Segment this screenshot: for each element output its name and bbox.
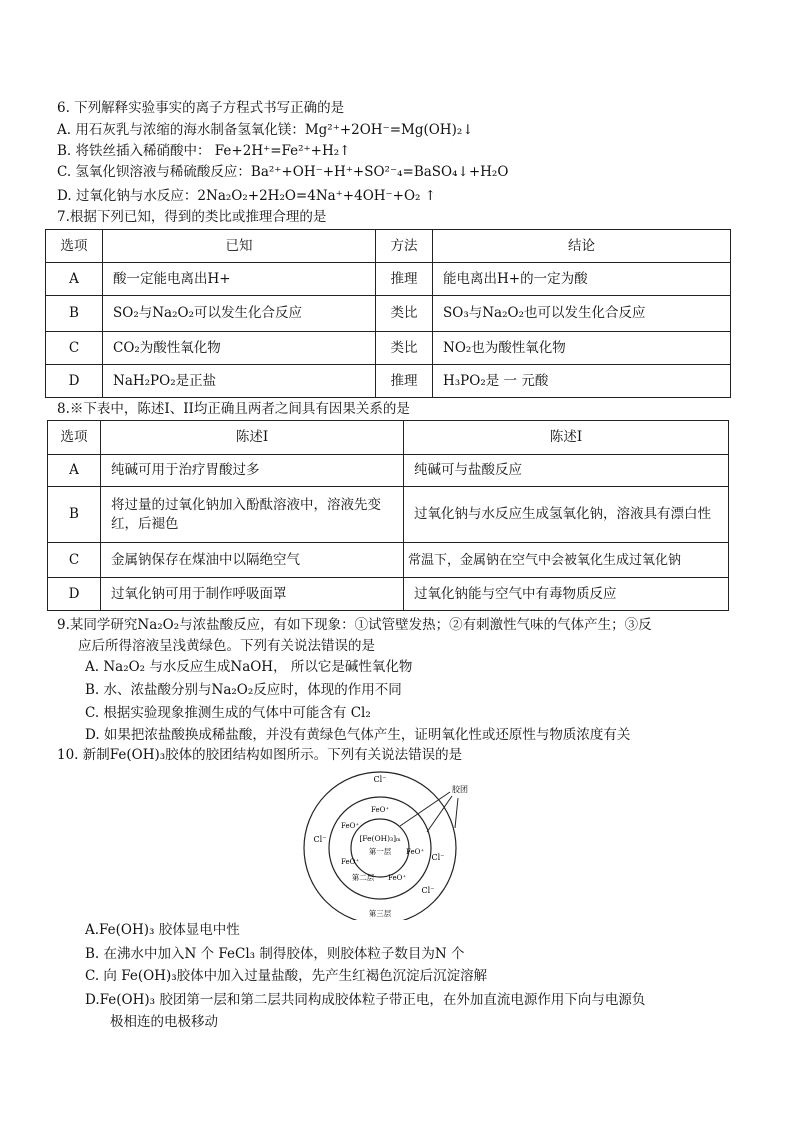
- q10-option-b: B. 在沸水中加入N 个 FeCl₃ 制得胶体，则胶体粒子数目为N 个: [85, 946, 465, 962]
- q8-header-option: 选项: [48, 421, 101, 455]
- q7-cell-conclusion: SO₃与Na₂O₂也可以发生化合反应: [433, 296, 731, 332]
- q6-option-a: A. 用石灰乳与浓缩的海水制备氢氧化镁：Mg²⁺+2OH⁻=Mg(OH)₂↓: [57, 122, 474, 138]
- layer1-label: 第一层: [368, 847, 392, 856]
- cl-ion-label: Cl⁻: [373, 775, 387, 784]
- feo-ion-label: FeO⁺: [387, 874, 407, 882]
- q10-option-a: A.Fe(OH)₃ 胶体显电中性: [85, 922, 240, 938]
- table-row: [46, 332, 731, 365]
- q8-cell-statement1: 纯碱可用于治疗胃酸过多: [101, 455, 404, 487]
- q9-option-d: D. 如果把浓盐酸换成稀盐酸，并没有黄绿色气体产生，证明氧化性或还原性与物质浓度有关: [85, 727, 631, 743]
- table-row: [46, 263, 731, 296]
- q7-cell-option: D: [46, 365, 103, 398]
- table-row: [46, 365, 731, 398]
- micelle-label: 胶团: [452, 785, 468, 794]
- q7-cell-conclusion: NO₂也为酸性氧化物: [433, 332, 731, 365]
- q8-cell-option: B: [48, 487, 101, 543]
- table-row: [46, 296, 731, 332]
- layer3-circle: [304, 772, 456, 920]
- q6-option-c: C. 氢氧化钡溶液与稀硫酸反应：Ba²⁺+OH⁻+H⁺+SO²⁻₄=BaSO₄↓+H₂O: [57, 164, 509, 180]
- cl-ion-label: Cl⁻: [421, 886, 435, 895]
- q7-header-row: [46, 230, 731, 263]
- table-row: [48, 543, 729, 578]
- q10-option-d-line2: 极相连的电极移动: [110, 1014, 218, 1030]
- q8-stem: 8.※下表中，陈述I、II均正确且两者之间具有因果关系的是: [57, 401, 410, 417]
- q7-cell-known: 酸一定能电离出H+: [103, 263, 376, 296]
- q8-cell-statement2: 过氧化钠与水反应生成氢氧化钠，溶液具有漂白性: [404, 487, 729, 543]
- q8-cell-option: D: [48, 578, 101, 611]
- q8-cell-option: A: [48, 455, 101, 487]
- feo-ion-label: FeO⁺: [340, 822, 360, 830]
- core-label: [Fe(OH)₃]ₘ: [359, 834, 401, 843]
- q7-cell-conclusion: H₃PO₂是 一 元酸: [433, 365, 731, 398]
- q7-stem: 7.根据下列已知，得到的类比或推理合理的是: [57, 209, 327, 225]
- q8-header-row: [48, 421, 729, 455]
- q8-cell-statement1: 将过量的过氧化钠加入酚酞溶液中，溶液先变红，后褪色: [101, 487, 404, 543]
- feo-ion-label: FeO⁺: [370, 806, 390, 814]
- q7-cell-conclusion: 能电离出H+的一定为酸: [433, 263, 731, 296]
- q7-cell-method: 类比: [376, 296, 433, 332]
- q9-option-b: B. 水、浓盐酸分别与Na₂O₂反应时，体现的作用不同: [85, 682, 402, 698]
- q8-table: [47, 420, 729, 611]
- q7-table: [45, 229, 731, 398]
- layer2-label: 第二层: [351, 873, 375, 882]
- q7-cell-known: NaH₂PO₂是正盐: [103, 365, 376, 398]
- q7-cell-known: CO₂为酸性氧化物: [103, 332, 376, 365]
- q7-header-conclusion: 结论: [433, 230, 731, 263]
- q7-cell-known: SO₂与Na₂O₂可以发生化合反应: [103, 296, 376, 332]
- q8-cell-statement1: 过氧化钠可用于制作呼吸面罩: [101, 578, 404, 611]
- q9-option-a: A. Na₂O₂ 与水反应生成NaOH， 所以它是碱性氧化物: [85, 659, 413, 675]
- q6-option-d: D. 过氧化钠与水反应：2Na₂O₂+2H₂O=4Na⁺+4OH⁻+O₂ ↑: [57, 188, 437, 204]
- q7-cell-method: 推理: [376, 365, 433, 398]
- layer3-label: 第三层: [368, 909, 392, 918]
- table-row: [48, 578, 729, 611]
- feo-ion-label: FeO⁺: [405, 848, 425, 856]
- q10-option-d-line1: D.Fe(OH)₃ 胶团第一层和第二层共同构成胶体粒子带正电，在外加直流电源作用下向与电源负: [85, 992, 646, 1008]
- q8-cell-statement1: 金属钠保存在煤油中以隔绝空气: [101, 543, 404, 578]
- q10-option-c: C. 向 Fe(OH)₃胶体中加入过量盐酸，先产生红褐色沉淀后沉淀溶解: [85, 968, 488, 984]
- cl-ion-label: Cl⁻: [313, 835, 327, 844]
- cl-ion-label: Cl⁻: [431, 853, 445, 862]
- q9-stem-line1: 9.某同学研究Na₂O₂与浓盐酸反应，有如下现象：①试管壁发热；②有刺激性气味的气体产生；③反: [57, 617, 652, 633]
- q8-header-statement2: 陈述I: [404, 421, 729, 455]
- q8-header-statement1: 陈述I: [101, 421, 404, 455]
- q8-cell-statement2: 过氧化钠能与空气中有毒物质反应: [404, 578, 729, 611]
- q7-header-option: 选项: [46, 230, 103, 263]
- q7-header-known: 已知: [103, 230, 376, 263]
- q6-option-b: B. 将铁丝插入稀硝酸中： Fe+2H⁺=Fe²⁺+H₂↑: [57, 143, 351, 159]
- q7-cell-option: C: [46, 332, 103, 365]
- q8-cell-statement2: 纯碱可与盐酸反应: [404, 455, 729, 487]
- colloid-micelle-diagram: [300, 770, 475, 924]
- table-row: [48, 487, 729, 543]
- q8-cell-option: C: [48, 543, 101, 578]
- q7-header-method: 方法: [376, 230, 433, 263]
- q7-cell-option: A: [46, 263, 103, 296]
- q9-stem-line2: 应后所得溶液呈浅黄绿色。下列有关说法错误的是: [78, 638, 375, 654]
- q8-cell-statement2: 常温下，金属钠在空气中会被氧化生成过氧化钠: [404, 543, 729, 578]
- q7-cell-method: 推理: [376, 263, 433, 296]
- feo-ion-label: FeO⁺: [340, 858, 360, 866]
- q9-option-c: C. 根据实验现象推测生成的气体中可能含有 Cl₂: [85, 705, 371, 721]
- q10-stem: 10. 新制Fe(OH)₃胶体的胶团结构如图所示。下列有关说法错误的是: [57, 747, 463, 763]
- q6-stem: 6. 下列解释实验事实的离子方程式书写正确的是: [57, 100, 345, 116]
- q7-cell-method: 类比: [376, 332, 433, 365]
- table-row: [48, 455, 729, 487]
- q7-cell-option: B: [46, 296, 103, 332]
- pointer-line: [455, 798, 458, 828]
